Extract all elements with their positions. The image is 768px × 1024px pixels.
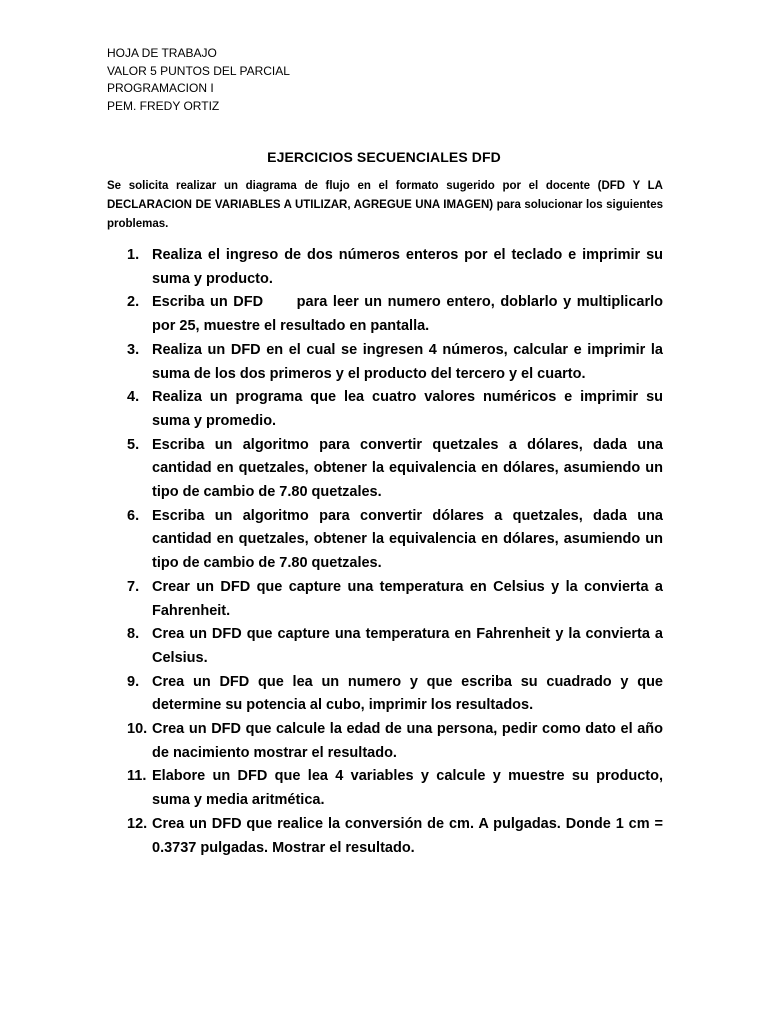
document-title: EJERCICIOS SECUENCIALES DFD <box>267 149 501 165</box>
exercise-text: Escriba un algoritmo para convertir dólares a quetzales, dada una cantidad en quetzales, obtener la equivalencia en dólares, asumiendo un tipo de cambio de 7.80 quetzales. <box>152 507 663 572</box>
exercise-item <box>107 623 663 670</box>
exercise-list <box>107 244 668 860</box>
exercise-number: 7. <box>127 578 140 595</box>
exercise-text: Escriba un algoritmo para convertir quetzales a dólares, dada una cantidad en quetzales, obtener la equivalencia en dólares, asumiendo un tipo de cambio de 7.80 quetzales. <box>152 436 663 501</box>
exercise-item <box>107 718 663 765</box>
exercise-item <box>107 505 663 576</box>
header-line-course: PROGRAMACION I <box>107 81 214 95</box>
exercise-text: Crea un DFD que calcule la edad de una persona, pedir como dato el año de nacimiento mostrar el resultado. <box>152 721 663 761</box>
exercise-text: Realiza un DFD en el cual se ingresen 4 números, calcular e imprimir la suma de los dos primeros y el producto del tercero y el cuarto. <box>152 341 663 382</box>
exercise-number: 4. <box>127 389 140 406</box>
exercise-number: 1. <box>127 247 140 263</box>
exercise-number: 5. <box>127 436 140 453</box>
exercise-item <box>107 434 663 505</box>
exercise-text: Realiza el ingreso de dos números enteros por el teclado e imprimir su suma y producto. <box>152 247 663 287</box>
header-line-worksheet: HOJA DE TRABAJO <box>107 46 217 60</box>
header-line-points: VALOR 5 PUNTOS DEL PARCIAL <box>107 63 290 78</box>
exercise-item <box>107 386 663 433</box>
exercise-text: Crear un DFD que capture una temperatura en Celsius y la convierta a Fahrenheit. <box>152 578 663 619</box>
document-header <box>107 45 290 115</box>
exercise-number: 6. <box>127 507 140 524</box>
instructions-paragraph: Se solicita realizar un diagrama de flujo en el formato sugerido por el docente (DFD Y LA DECLARACION DE VARIABLES A UTILIZAR, AGREGUE UNA IMAGEN) para solucionar los siguientes problemas. <box>107 180 663 230</box>
exercise-number: 3. <box>127 341 140 358</box>
exercise-text: Crea un DFD que realice la conversión de cm. A pulgadas. Donde 1 cm = 0.3737 pulgadas. Mostrar el resultado. <box>152 815 663 856</box>
exercise-item <box>107 576 663 623</box>
exercise-text: Crea un DFD que capture una temperatura en Fahrenheit y la convierta a Celsius. <box>152 626 663 666</box>
exercise-item <box>107 765 663 812</box>
exercise-number: 10. <box>127 721 148 738</box>
exercise-number: 11. <box>127 768 147 785</box>
exercise-item <box>107 244 663 291</box>
exercise-number: 8. <box>127 626 140 643</box>
header-line-teacher: PEM. FREDY ORTIZ <box>107 98 220 113</box>
exercise-text: Escriba un DFD para leer un numero entero, doblarlo y multiplicarlo por 25, muestre el resultado en pantalla. <box>152 294 668 335</box>
exercise-item <box>107 813 663 860</box>
exercise-item <box>107 671 663 718</box>
exercise-text: Crea un DFD que lea un numero y que escriba su cuadrado y que determine su potencia al cubo, imprimir los resultados. <box>152 673 663 714</box>
exercise-text: Realiza un programa que lea cuatro valores numéricos e imprimir su suma y promedio. <box>152 389 663 429</box>
exercise-item <box>107 291 668 338</box>
exercise-item <box>107 339 663 386</box>
exercise-number: 9. <box>127 673 140 690</box>
exercise-number: 2. <box>127 294 140 311</box>
exercise-number: 12. <box>127 815 148 832</box>
exercise-text: Elabore un DFD que lea 4 variables y calcule y muestre su producto, suma y media aritmética. <box>152 768 663 809</box>
